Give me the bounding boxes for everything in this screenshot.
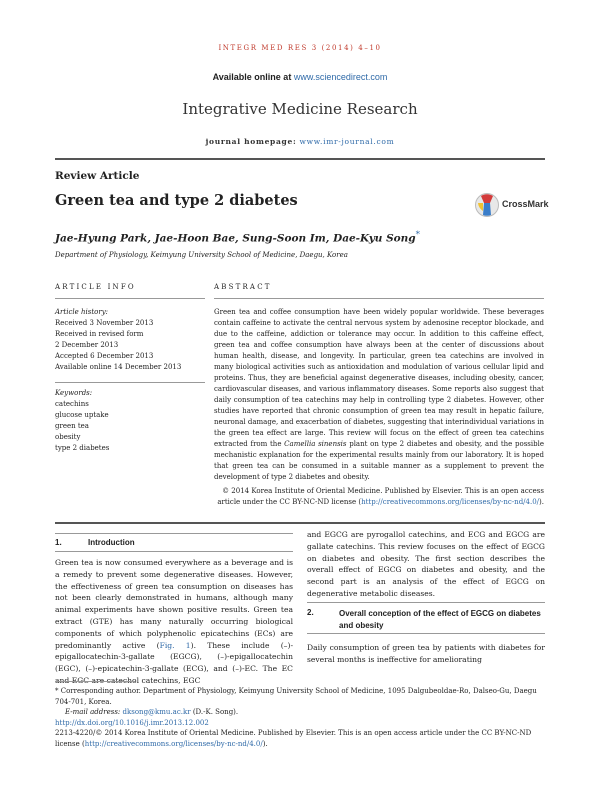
abstract-text-2: plant on type 2 diabetes and obesity, and the possible mechanistic explanation for the experimental results mainly from our laboratory. It is hoped that green tea can be consumed in a suitable manner as a supplement to prevent the development of type 2 diabetes and obesity.	[214, 440, 544, 481]
article-info-heading: ARTICLE INFO	[55, 283, 136, 291]
intro-right-column	[307, 529, 545, 600]
license-paren-close: ).	[539, 498, 544, 506]
crossmark-badge[interactable]	[474, 191, 564, 219]
journal-title: Integrative Medicine Research	[182, 100, 418, 118]
section2-top-rule	[307, 602, 545, 603]
email-link[interactable]: dksong@kmu.ac.kr	[122, 708, 191, 716]
history-item: 2 December 2013	[55, 341, 119, 349]
intro-top-rule	[55, 533, 293, 534]
intro-number: 1.	[55, 538, 62, 547]
intro-left-column	[55, 557, 293, 687]
email-suffix: (D.-K. Song).	[192, 708, 239, 716]
intro-text-1: Green tea is now consumed everywhere as a beverage and is a remedy to prevent some degenerative diseases. However, the effectiveness of green tea consumption on diseases has not been clearly demonstrated in humans, although many animal experiments have shown positive results. Green tea extract (GTE) has many naturally occurring biological components of which polyphenolic epicatechins (ECs) are predominantly active (	[55, 558, 293, 650]
keyword: glucose uptake	[55, 411, 109, 419]
abstract-text-1: Green tea and coffee consumption have been widely popular worldwide. These beverages contain caffeine to activate the central nervous system by adenosine receptor blockade, and due to the caffeine, addiction or tolerance may occur. In addition to this caffeine effect, green tea and coffee consumption have always been at the center of discussions about human health, disease, and longevity. In particular, green tea catechins are involved in many biological activities such as antioxidation and modulation of various cellular lipid and proteins. Thus, they are beneficial against degenerative diseases, including obesity, cancer, cardiovascular diseases, and various inflammatory diseases. Some reports also suggest that daily consumption of tea catechins may help in controlling type 2 diabetes. However, other studies have reported that chronic consumption of green tea may result in hepatic failure, neuronal damage, and exacerbation of diabetes, suggesting that interindividual variations in the green tea effect are large. This review will focus on the effect of green tea catechins extracted from the	[214, 308, 544, 448]
corresponding-note: * Corresponding author. Department of Physiology, Keimyung University School of Medicine, 1095 Dalgubeoldae-Ro, Dalseo-Gu, Daegu 704-701, Korea.	[55, 687, 537, 706]
abstract-rule	[214, 298, 544, 299]
issn-line	[55, 728, 545, 749]
abstract-bottom-rule	[55, 522, 545, 524]
affiliation: Department of Physiology, Keimyung University School of Medicine, Daegu, Korea	[55, 251, 348, 259]
section2-number: 2.	[307, 608, 314, 617]
authors: Jae-Hyung Park, Jae-Hoon Bae, Sung-Soon Im, Dae-Kyu Song	[55, 232, 416, 245]
journal-citation: INTEGR MED RES 3 (2014) 4–10	[218, 44, 382, 52]
article-type: Review Article	[55, 170, 140, 182]
keywords-rule	[55, 382, 205, 383]
keyword: green tea	[55, 422, 89, 430]
keyword: obesity	[55, 433, 81, 441]
sciencedirect-link[interactable]: www.sciencedirect.com	[293, 72, 388, 82]
footer-license-paren-open: (	[82, 739, 85, 748]
keyword: catechins	[55, 400, 89, 408]
footer-license-link[interactable]: http://creativecommons.org/licenses/by-nc-nd/4.0/	[84, 739, 263, 748]
homepage-link[interactable]: www.imr-journal.com	[299, 137, 395, 146]
section2-text: Daily consumption of green tea by patients with diabetes for several months is ineffective for ameliorating	[307, 643, 545, 664]
license-paren-open: (	[358, 498, 362, 506]
footnote-rule	[55, 681, 135, 682]
email-label: E-mail address:	[65, 708, 121, 716]
header-rule	[55, 158, 545, 160]
abstract-heading: ABSTRACT	[214, 283, 272, 291]
keywords-label: Keywords:	[55, 389, 93, 397]
intro-heading: Introduction	[88, 538, 135, 547]
email-note	[55, 707, 545, 718]
crossmark-label: CrossMark	[502, 199, 549, 209]
abstract-copyright	[214, 486, 544, 508]
available-online	[0, 72, 600, 82]
copyright-text: © 2014 Korea Institute of Oriental Medicine. Published by Elsevier. This is an open access article under the CC BY-NC-ND license	[217, 487, 544, 506]
history-item: Available online 14 December 2013	[55, 363, 182, 371]
history-item: Received in revised form	[55, 330, 144, 338]
journal-homepage	[0, 137, 600, 146]
article-info	[55, 307, 205, 454]
intro-bottom-rule	[55, 551, 293, 552]
intro-text-2: ). These include (–)-epigallocatechin-3-gallate (EGCG), (–)-epigallocatechin (EGC), (–)-epicatechin-3-gallate (ECG), and (–)-EC. The EC and EGC are catechol catechins, EGC	[55, 640, 294, 685]
issn-text: 2213-4220/© 2014 Korea Institute of Oriental Medicine. Published by Elsevier. This is an open access article under the CC BY-NC-ND license	[55, 729, 532, 748]
history-item: Accepted 6 December 2013	[55, 352, 154, 360]
keyword: type 2 diabetes	[55, 444, 110, 452]
doi-link[interactable]: http://dx.doi.org/10.1016/j.imr.2013.12.002	[55, 718, 209, 727]
license-link[interactable]: http://creativecommons.org/licenses/by-nc-nd/4.0/	[361, 498, 540, 506]
abstract-body	[214, 307, 544, 483]
history-item: Received 3 November 2013	[55, 319, 154, 327]
homepage-label: journal homepage:	[205, 137, 297, 146]
corresponding-mark[interactable]: *	[415, 230, 421, 240]
info-rule	[55, 298, 205, 299]
section2-heading: Overall conception of the effect of EGCG on diabetes and obesity	[339, 609, 541, 630]
available-prefix: Available online at	[212, 72, 292, 82]
author-list	[55, 230, 420, 245]
history-label: Article history:	[55, 308, 109, 316]
figure-reference[interactable]: Fig. 1	[159, 640, 191, 650]
footnotes	[55, 686, 545, 749]
article-title: Green tea and type 2 diabetes	[55, 192, 298, 209]
intro-right-text: and EGCG are pyrogallol catechins, and ECG and EGCG are gallate catechins. This review focuses on the effect of EGCG on diabetes and obesity. The first section describes the overall effect of EGCG on diabetes and obesity, and the second part is an analysis of the effect of EGCG on degenerative metabolic diseases.	[307, 530, 545, 598]
species-name: Camellia sinensis	[284, 440, 347, 448]
section2-bottom-rule	[307, 633, 545, 634]
footer-license-paren-close: ).	[262, 739, 268, 748]
